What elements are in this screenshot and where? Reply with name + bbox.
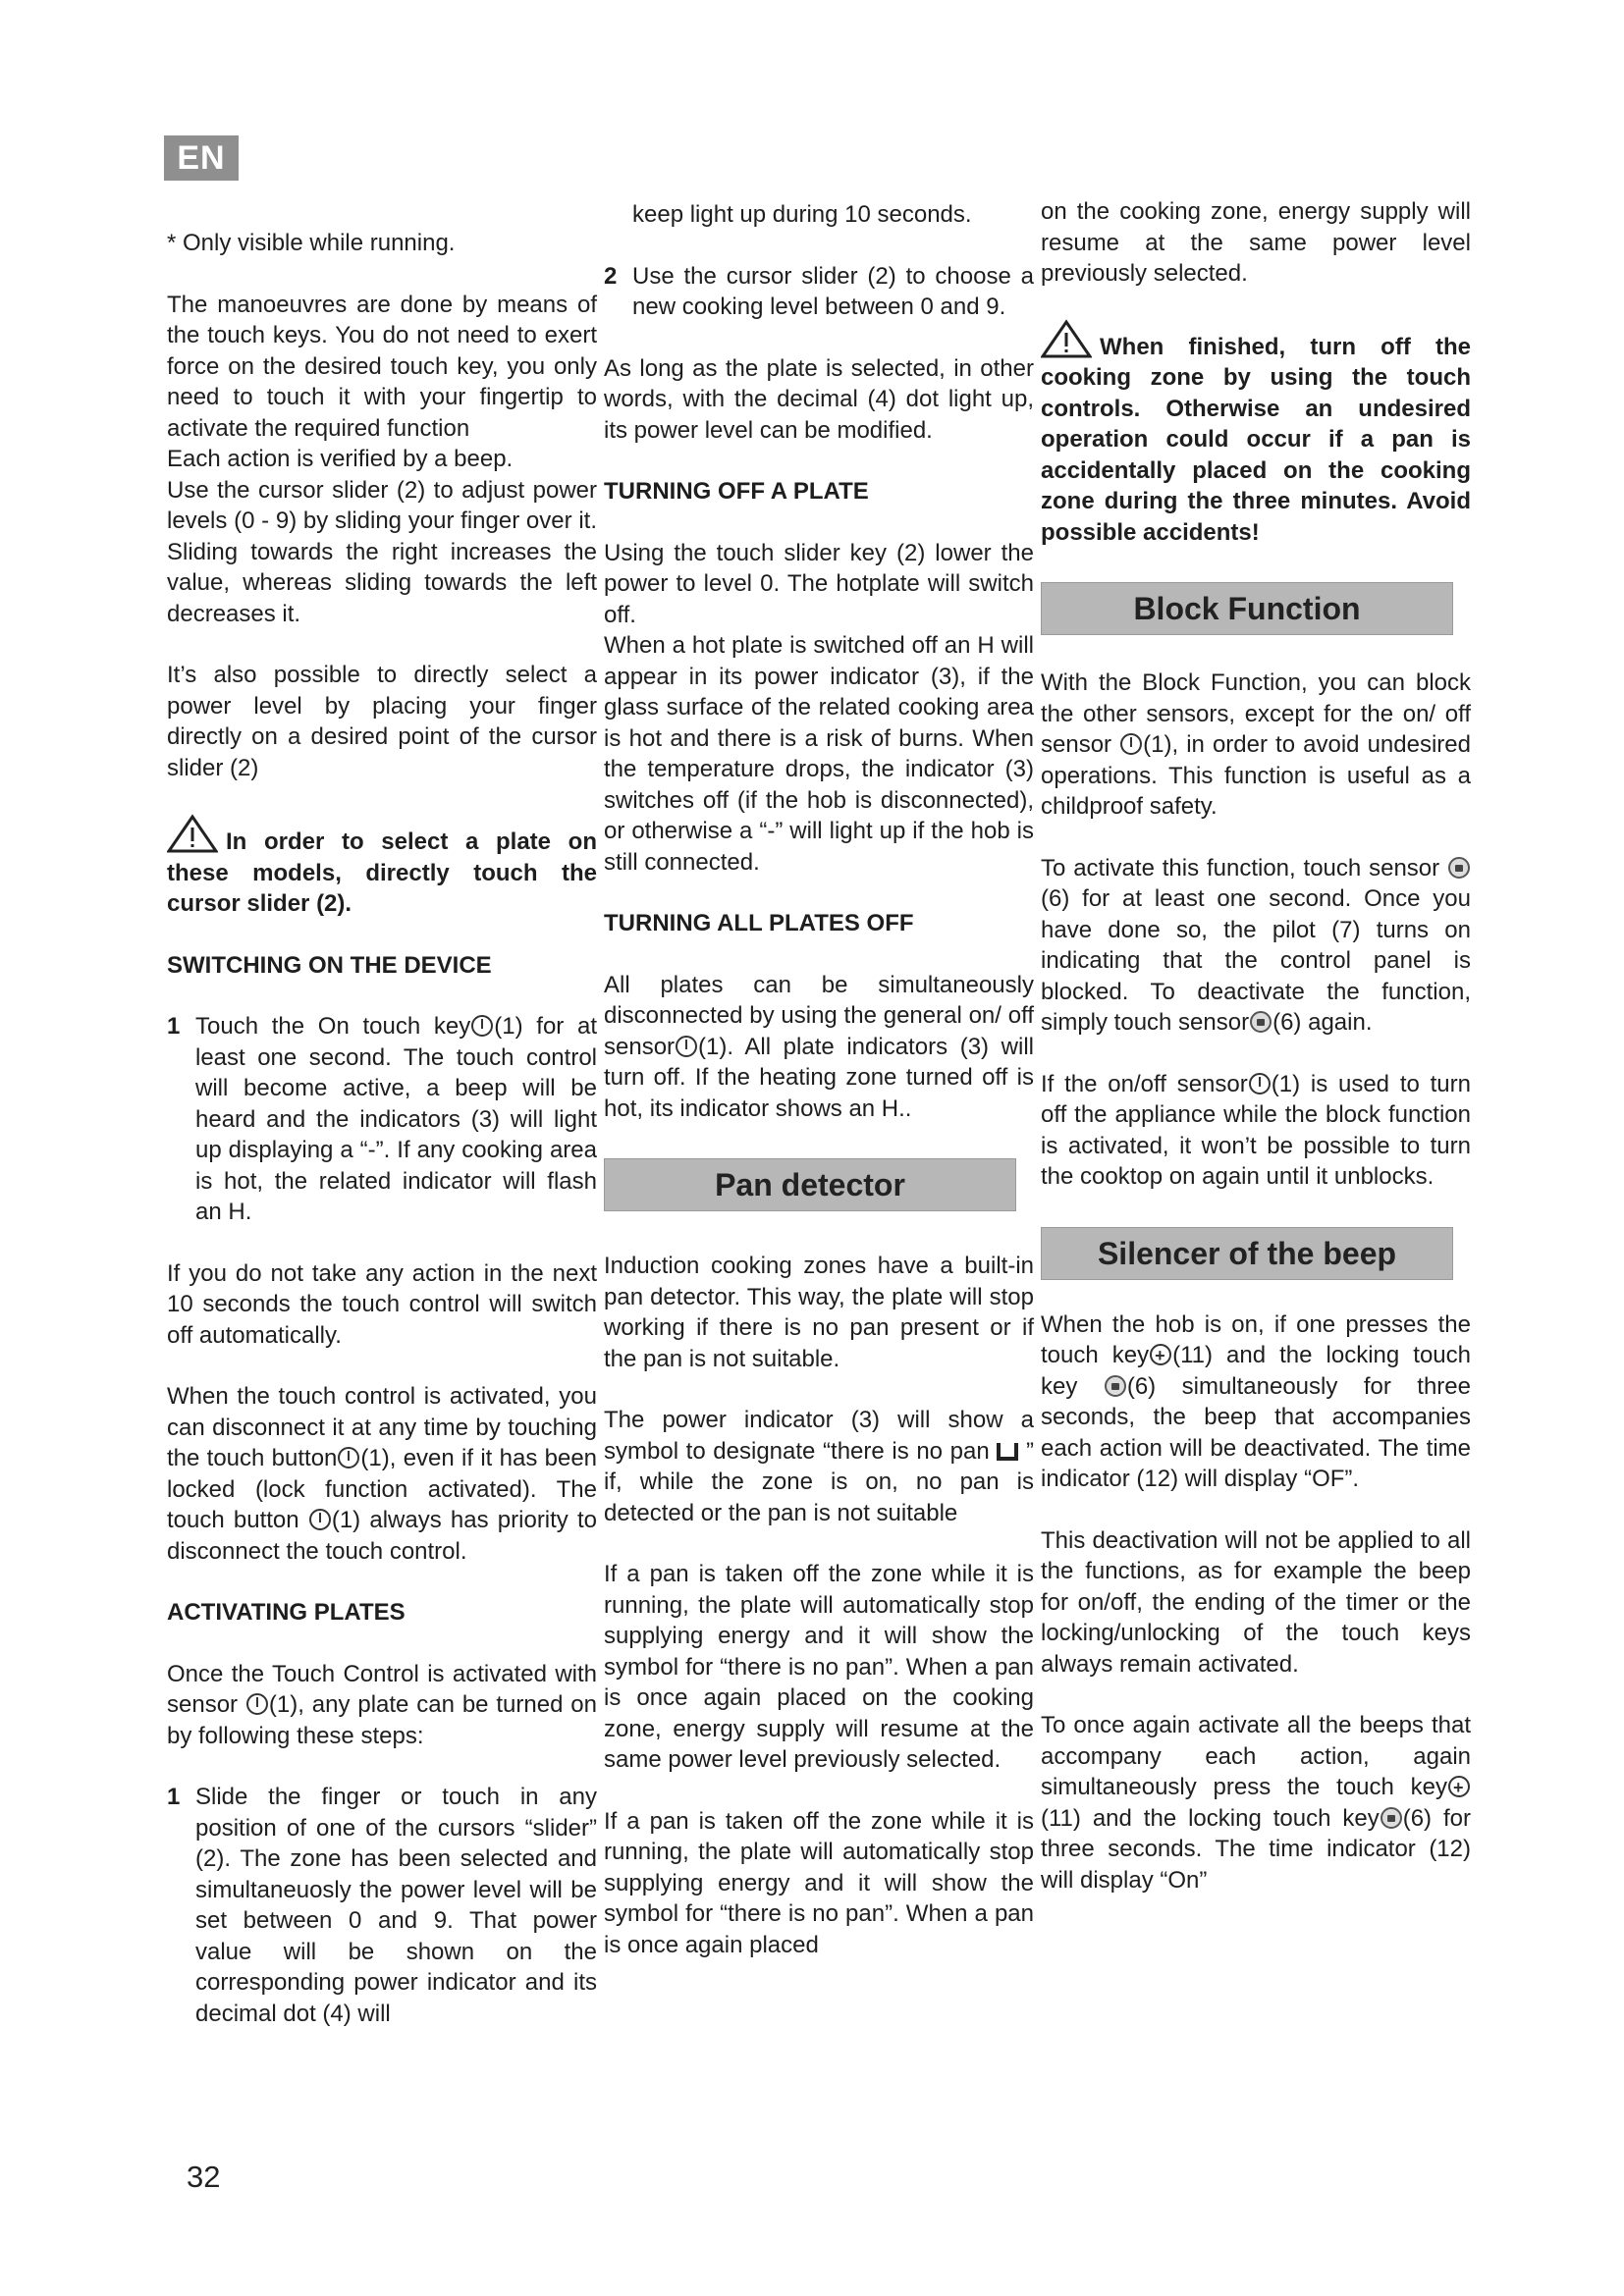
column-2 — [604, 199, 1034, 1960]
paragraph-as-long: As long as the plate is selected, in other words, with the decimal (4) dot light up, its power level can be modified. — [604, 354, 1034, 444]
on-off-icon — [246, 1693, 268, 1715]
column-3 — [1041, 196, 1471, 1896]
paragraph-activate — [1041, 853, 1471, 1039]
paragraph-once-activated — [167, 1659, 597, 1752]
banner-pan-detector: Pan detector — [604, 1158, 1016, 1211]
lock-icon — [1448, 857, 1470, 879]
power-indicator-text-b: ” if, while the zone is on, no pan is detected or the pan is not suitable — [604, 1437, 1034, 1526]
onoff-text-b: (1) is used to turn off the appliance while the block function is activated, it won’t be possible to turn the cooktop on again until it unblocks. — [1041, 1070, 1471, 1190]
paragraph-all-plates — [604, 970, 1034, 1125]
paragraph-using-slider: Using the touch slider key (2) lower the power to level 0. The hotplate will switch off. — [604, 539, 1034, 628]
on-off-icon — [309, 1509, 331, 1530]
silencer-text-b: (11) and the locking touch key — [1041, 1342, 1471, 1400]
disconnect-text-b: (1), even if it has been locked (lock function activated). The touch button — [167, 1445, 598, 1533]
warning-triangle-icon — [1041, 319, 1092, 358]
paragraph-pan-taken-2: If a pan is taken off the zone while it is running, the plate will automatically stop supplying energy and it will show the symbol for “there is no pan”. When a pan is once again placed — [604, 1807, 1034, 1958]
paragraph-block — [1041, 667, 1471, 823]
once-text-b: (1), any plate can be turned on by following these steps: — [167, 1691, 597, 1749]
step-number: 2 — [604, 262, 618, 290]
paragraph-onoff — [1041, 1069, 1471, 1193]
reactivate-text-c: (6) for three seconds. The time indicator (12) will display “On” — [1041, 1804, 1471, 1894]
footnote: * Only visible while running. — [167, 230, 456, 256]
step-number: 1 — [167, 1784, 181, 1810]
banner-silencer: Silencer of the beep — [1041, 1227, 1453, 1280]
paragraph-pan-taken-1: If a pan is taken off the zone while it is running, the plate will automatically stop supplying energy and it will show the symbol for “there is no pan”. When a pan is once again placed on the cooking zone, energy supply will resume at the same power level previously selected. — [604, 1561, 1034, 1773]
plus-icon — [1448, 1776, 1470, 1797]
paragraph-keep-light: keep light up during 10 seconds. — [632, 201, 972, 228]
banner-block-function: Block Function — [1041, 582, 1453, 635]
paragraph-no-action: If you do not take any action in the next 10 seconds the touch control will switch off automatically. — [167, 1259, 597, 1349]
step-text-a: Touch the On touch key — [195, 1013, 471, 1040]
power-indicator-text-a: The power indicator (3) will show a symbol to designate “there is no pan — [604, 1407, 1034, 1465]
on-off-icon — [676, 1036, 697, 1057]
paragraph-reactivate — [1041, 1710, 1471, 1896]
on-off-icon — [471, 1015, 493, 1037]
block-text-a: With the Block Function, you can block the other sensors, except for the on/ off sensor — [1041, 669, 1471, 758]
lock-icon — [1380, 1807, 1402, 1829]
heading-switching-on: SWITCHING ON THE DEVICE — [167, 951, 492, 979]
paragraph-verified: Each action is verified by a beep. — [167, 446, 514, 472]
plus-icon — [1150, 1344, 1171, 1365]
no-pan-icon — [997, 1443, 1018, 1461]
paragraph-resume: on the cooking zone, energy supply will resume at the same power level previously selected. — [1041, 198, 1471, 287]
silencer-text-c: (6) simultaneously for three seconds, the beep that accompanies each action will be deactivated. The time indicator (12) will display “OF”. — [1041, 1372, 1471, 1492]
step-text — [195, 1011, 597, 1228]
column-1 — [167, 196, 597, 2029]
warning-select-plate — [167, 814, 597, 920]
step-text-b: (1) for at least one second. The touch control will become active, a beep will be heard and the indicators (3) will light up displaying a “-”. If any cooking area is hot, the related indicator will flash an H. — [195, 1013, 597, 1225]
step-choose-level — [604, 261, 1034, 323]
disconnect-text-c: (1) always has priority to disconnect the touch control. — [167, 1507, 598, 1565]
warning-when-finished — [1041, 319, 1471, 549]
disconnect-text-a: When the touch control is activated, you can disconnect it at any time by touching the touch button — [167, 1383, 597, 1471]
block-text-b: (1), in order to avoid undesired operations. This function is useful as a childproof safety. — [1041, 731, 1471, 820]
paragraph-hot-plate: When a hot plate is switched off an H will appear in its power indicator (3), if the glass surface of the related cooking area is hot and there is a risk of burns. When the temperature drops, the indicator (3) switches off (if the hob is disconnected), or otherwise a “-” will light up if the hob is still connected. — [604, 632, 1034, 876]
step-switch-on — [167, 1011, 597, 1228]
paragraph-slider: Use the cursor slider (2) to adjust power levels (0 - 9) by sliding your finger over it. Sliding towards the right increases the value, whereas sliding towards the left decreases it. — [167, 476, 597, 627]
lock-icon — [1250, 1011, 1272, 1033]
paragraph-disconnect — [167, 1381, 597, 1567]
paragraph-manoeuvres: The manoeuvres are done by means of the touch keys. You do not need to exert force on the desired touch key, you only need to touch it with your fingertip to activate the required function — [167, 291, 597, 442]
paragraph-silencer — [1041, 1309, 1471, 1495]
heading-all-off: TURNING ALL PLATES OFF — [604, 910, 914, 936]
language-badge: EN — [164, 135, 239, 181]
on-off-icon — [1120, 733, 1142, 755]
step-slide — [167, 1782, 597, 2029]
paragraph-induction: Induction cooking zones have a built-in pan detector. This way, the plate will stop working if there is no pan present or if the pan is not suitable. — [604, 1253, 1034, 1372]
paragraph-deactivation: This deactivation will not be applied to all the functions, as for example the beep for on/off, the ending of the timer or the locking/unlocking of the touch keys always remain activated. — [1041, 1526, 1471, 1678]
heading-activating: ACTIVATING PLATES — [167, 1599, 406, 1626]
on-off-icon — [1249, 1073, 1271, 1095]
warning-triangle-icon — [167, 814, 218, 853]
step-text: Slide the finger or touch in any position of one of the cursors “slider” (2). The zone has been selected and simultaneuosly the power level will be set between 0 and 9. That power value will be shown on the corresponding power indicator and its decimal dot (4) will — [195, 1784, 597, 2027]
paragraph-power-indicator — [604, 1405, 1034, 1528]
step-number: 1 — [167, 1013, 181, 1040]
reactivate-text-a: To once again activate all the beeps that accompany each action, again simultaneously press the touch key — [1041, 1712, 1471, 1800]
warning-text: In order to select a plate on these models, directly touch the cursor slider (2). — [167, 828, 597, 917]
activate-text-c: (6) again. — [1272, 1009, 1373, 1036]
onoff-text-a: If the on/off sensor — [1041, 1070, 1248, 1097]
heading-turning-off: TURNING OFF A PLATE — [604, 478, 869, 505]
all-plates-text-b: (1). All plate indicators (3) will turn off. If the heating zone turned off is hot, its indicator shows an H.. — [604, 1033, 1034, 1122]
step-text: Use the cursor slider (2) to choose a new cooking level between 0 and 9. — [632, 262, 1034, 320]
all-plates-text-a: All plates can be simultaneously disconnected by using the general on/ off sensor — [604, 971, 1034, 1060]
silencer-text-a: When the hob is on, if one presses the touch key — [1041, 1310, 1471, 1368]
lock-icon — [1105, 1375, 1126, 1397]
on-off-icon — [338, 1447, 359, 1468]
warning-text: When finished, turn off the cooking zone by using the touch controls. Otherwise an undesired operation could occur if a pan is accidentally placed on the cooking zone during the three minutes. Avoid possible accidents! — [1041, 333, 1471, 546]
activate-text-a: To activate this function, touch sensor — [1041, 854, 1440, 881]
reactivate-text-b: (11) and the locking touch key — [1041, 1804, 1380, 1832]
activate-text-b: (6) for at least one second. Once you have done so, the pilot (7) turns on indicating that the control panel is blocked. To deactivate the function, simply touch sensor — [1041, 885, 1471, 1036]
paragraph-direct: It’s also possible to directly select a power level by placing your finger directly on a desired point of the cursor slider (2) — [167, 662, 597, 781]
once-text-a: Once the Touch Control is activated with sensor — [167, 1660, 597, 1718]
page-number: 32 — [187, 2160, 221, 2194]
